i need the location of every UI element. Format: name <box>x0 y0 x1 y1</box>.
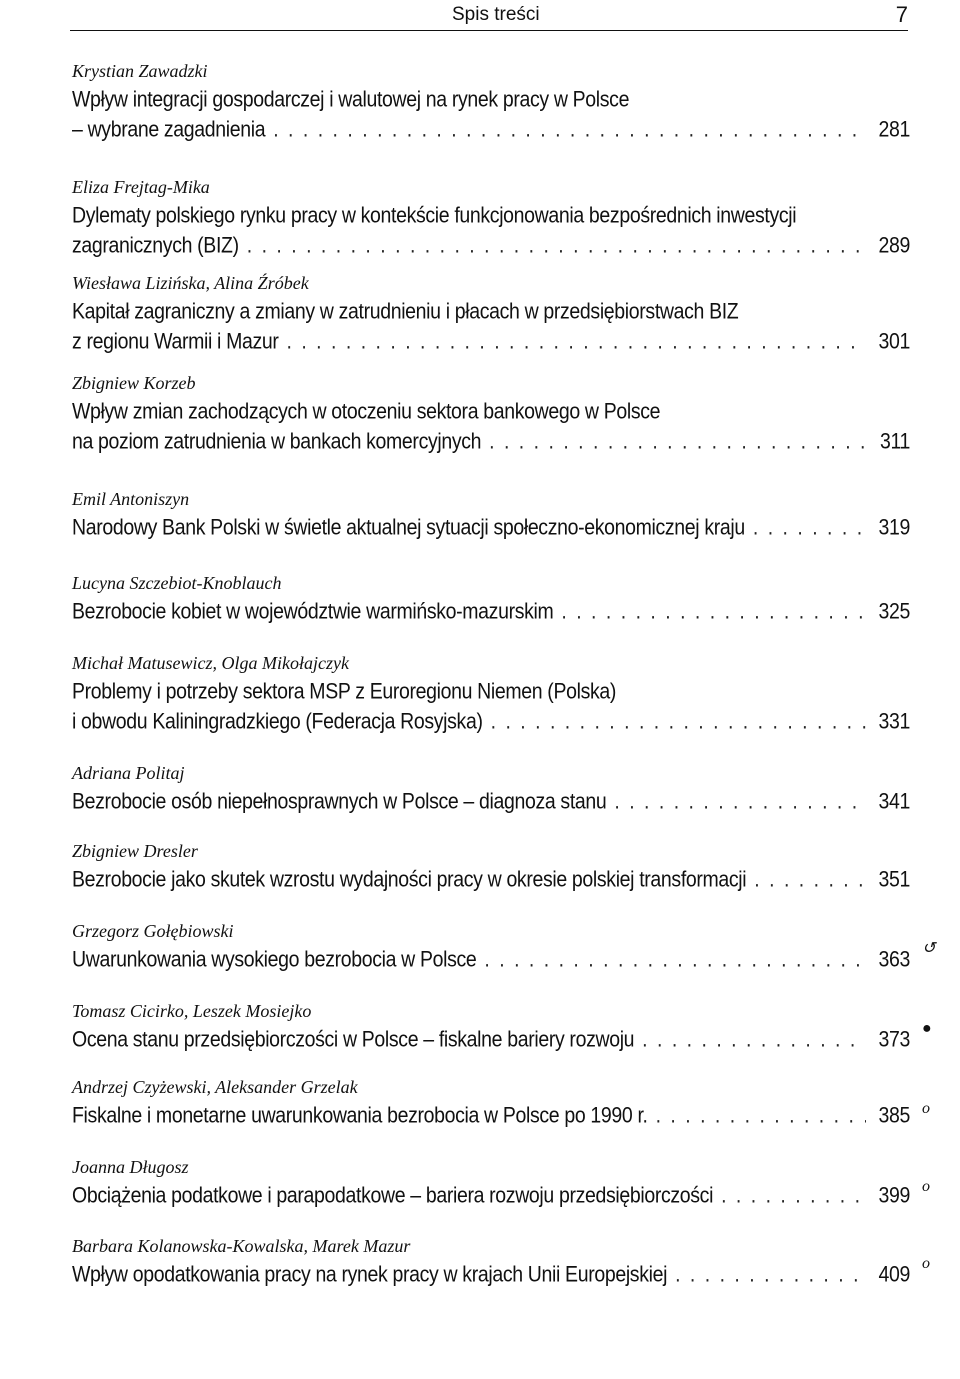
dot-leader <box>642 1023 866 1057</box>
toc-entry <box>72 1232 910 1290</box>
dot-leader <box>247 229 866 263</box>
toc-entry <box>72 485 910 543</box>
toc-entry <box>72 649 910 737</box>
toc-entry <box>72 569 910 627</box>
entry-title-text: Obciążenia podatkowe i parapodatkowe – bariera rozwoju przedsiębiorczości <box>72 1183 714 1209</box>
entry-author: Barbara Kolanowska-Kowalska, Marek Mazur <box>72 1236 411 1256</box>
toc-entry <box>72 759 910 817</box>
entry-author: Zbigniew Dresler <box>72 841 198 861</box>
entry-page-number: 399 <box>878 1183 910 1209</box>
entry-title-line: Kapitał zagraniczny a zmiany w zatrudnieniu i płacach w przedsiębiorstwach BIZ <box>72 299 739 325</box>
toc-entry <box>72 997 910 1055</box>
entry-page-number: 341 <box>878 789 910 815</box>
toc-entry <box>72 173 910 261</box>
entry-page-number: 281 <box>878 117 910 143</box>
entry-author: Wiesława Lizińska, Alina Źróbek <box>72 273 309 293</box>
handwritten-mark-409: o <box>922 1255 930 1272</box>
entry-title-final-line <box>72 425 910 459</box>
page-header <box>70 0 908 31</box>
entry-title-final-line <box>72 511 910 545</box>
entry-author: Zbigniew Korzeb <box>72 373 196 393</box>
dot-leader <box>721 1179 866 1213</box>
toc-entry <box>72 1153 910 1211</box>
entry-author: Eliza Frejtag-Mika <box>72 177 210 197</box>
entry-title-text: Uwarunkowania wysokiego bezrobocia w Polsce <box>72 947 477 973</box>
entry-author: Emil Antoniszyn <box>72 489 190 509</box>
entry-title-text: z regionu Warmii i Mazur <box>72 329 279 355</box>
entry-title-final-line <box>72 1099 910 1133</box>
entry-title-line: Wpływ zmian zachodzących w otoczeniu sektora bankowego w Polsce <box>72 399 661 425</box>
entry-page-number: 409 <box>878 1262 910 1288</box>
entry-title-text: Fiskalne i monetarne uwarunkowania bezrobocia w Polsce po 1990 r. <box>72 1103 648 1129</box>
entry-title-final-line <box>72 1258 910 1292</box>
entry-page-number: 325 <box>878 599 910 625</box>
entry-author: Grzegorz Gołębiowski <box>72 921 234 941</box>
dot-leader <box>753 511 866 545</box>
entry-author: Michał Matusewicz, Olga Mikołajczyk <box>72 653 349 673</box>
dot-leader <box>675 1258 866 1292</box>
entry-title-final-line <box>72 943 910 977</box>
entry-author: Krystian Zawadzki <box>72 61 208 81</box>
entry-page-number: 363 <box>878 947 910 973</box>
handwritten-mark-373: ● <box>922 1020 932 1037</box>
entry-author: Adriana Politaj <box>72 763 185 783</box>
entry-title-text: Bezrobocie kobiet w województwie warmińsko-mazurskim <box>72 599 554 625</box>
toc-entry <box>72 1073 910 1131</box>
entry-title-final-line <box>72 229 910 263</box>
entry-title-final-line <box>72 705 910 739</box>
entry-title-final-line <box>72 1023 910 1057</box>
entry-author: Joanna Długosz <box>72 1157 189 1177</box>
entry-page-number: 289 <box>878 233 910 259</box>
dot-leader <box>561 595 866 629</box>
dot-leader <box>489 425 866 459</box>
dot-leader <box>614 785 866 819</box>
handwritten-mark-385: o <box>922 1100 930 1117</box>
entry-title-text: Wpływ opodatkowania pracy na rynek pracy w krajach Unii Europejskiej <box>72 1262 668 1288</box>
entry-title-text: Ocena stanu przedsiębiorczości w Polsce – fiskalne bariery rozwoju <box>72 1027 635 1053</box>
entry-page-number: 385 <box>878 1103 910 1129</box>
entry-page-number: 319 <box>878 515 910 541</box>
entry-title-final-line <box>72 325 910 359</box>
entry-title-text: Narodowy Bank Polski w świetle aktualnej sytuacji społeczno-ekonomicznej kraju <box>72 515 745 541</box>
entry-title-text: Bezrobocie osób niepełnosprawnych w Polsce – diagnoza stanu <box>72 789 607 815</box>
dot-leader <box>754 863 866 897</box>
toc-entry <box>72 269 910 357</box>
handwritten-mark-399: o <box>922 1178 930 1195</box>
entry-page-number: 311 <box>879 429 910 455</box>
entry-page-number: 331 <box>878 709 910 735</box>
header-page-number: 7 <box>895 2 908 27</box>
entry-title-line: Wpływ integracji gospodarczej i walutowej na rynek pracy w Polsce <box>72 87 630 113</box>
dot-leader <box>273 113 866 147</box>
entry-page-number: 301 <box>878 329 910 355</box>
entry-title-text: i obwodu Kaliningradzkiego (Federacja Rosyjska) <box>72 709 483 735</box>
toc-entry <box>72 369 910 457</box>
entry-title-line: Dylematy polskiego rynku pracy w kontekście funkcjonowania bezpośrednich inwestycji <box>72 203 797 229</box>
entry-title-final-line <box>72 1179 910 1213</box>
dot-leader <box>656 1099 866 1133</box>
toc-entry <box>72 57 910 145</box>
entry-author: Tomasz Cicirko, Leszek Mosiejko <box>72 1001 312 1021</box>
toc-entry <box>72 837 910 895</box>
entry-title-final-line <box>72 785 910 819</box>
entry-title-text: Bezrobocie jako skutek wzrostu wydajności pracy w okresie polskiej transformacji <box>72 867 747 893</box>
entry-title-final-line <box>72 113 910 147</box>
entry-title-final-line <box>72 595 910 629</box>
entry-author: Lucyna Szczebiot-Knoblauch <box>72 573 282 593</box>
entry-title-text: na poziom zatrudnienia w bankach komercyjnych <box>72 429 482 455</box>
dot-leader <box>491 705 866 739</box>
entry-author: Andrzej Czyżewski, Aleksander Grzelak <box>72 1077 358 1097</box>
dot-leader <box>287 325 866 359</box>
entry-title-text: – wybrane zagadnienia <box>72 117 266 143</box>
entry-page-number: 373 <box>878 1027 910 1053</box>
entry-title-final-line <box>72 863 910 897</box>
dot-leader <box>484 943 866 977</box>
handwritten-mark-363: ↺ <box>922 940 936 957</box>
entry-page-number: 351 <box>878 867 910 893</box>
entry-title-text: zagranicznych (BIZ) <box>72 233 239 259</box>
entry-title-line: Problemy i potrzeby sektora MSP z Euroregionu Niemen (Polska) <box>72 679 617 705</box>
toc-entry <box>72 917 910 975</box>
running-title: Spis treści <box>452 4 540 25</box>
